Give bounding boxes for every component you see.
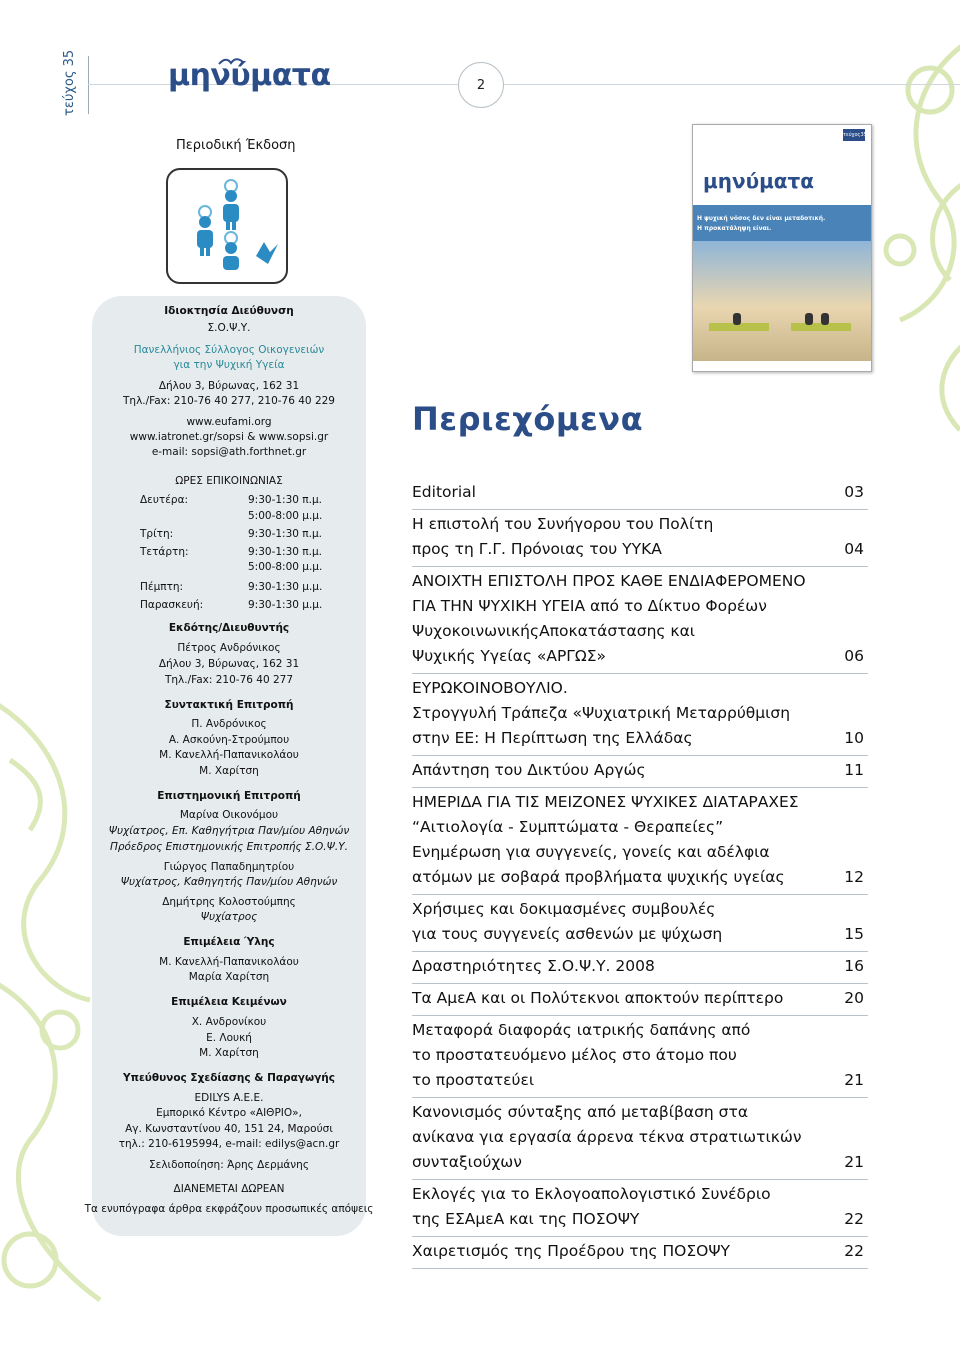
texts-member: Ε. Λουκή xyxy=(206,1032,252,1044)
toc-entry-title: της ΕΣΑμεΑ και της ΠΟΣΟΨΥ xyxy=(412,1210,640,1228)
toc-page-number: 21 xyxy=(844,1071,864,1089)
cover-photo xyxy=(693,241,871,361)
toc-entry-title: Κανονισμός σύνταξης από μεταβίβαση στα xyxy=(412,1103,749,1121)
toc-entry[interactable] xyxy=(412,984,868,1016)
editorial-member: Α. Ασκούνη-Στρούμπου xyxy=(168,734,290,746)
publisher-heading: Εκδότης/Διευθυντής xyxy=(168,622,290,634)
editorial-member: Π. Ανδρόνικος xyxy=(191,718,267,730)
hours-heading: ΩΡΕΣ ΕΠΙΚΟΙΝΩΝΙΑΣ xyxy=(175,475,283,487)
bird-icon xyxy=(218,56,244,68)
design-center: Εμπορικό Κέντρο «ΑΙΘΡΙΟ», xyxy=(156,1107,302,1119)
toc-page-number: 22 xyxy=(844,1242,864,1260)
org-abbr: Σ.Ο.Ψ.Υ. xyxy=(207,322,251,334)
toc-entry-title: προς τη Γ.Γ. Πρόνοιας του ΥΥΚΑ xyxy=(412,540,662,558)
cover-logo: μηνύματα xyxy=(703,169,815,193)
toc-page-number: 10 xyxy=(844,729,864,747)
web-link[interactable]: www.iatronet.gr/sopsi & www.sopsi.gr xyxy=(129,431,329,443)
editorial-member: Μ. Κανελλή-Παπανικολάου xyxy=(159,749,299,761)
toc-entry[interactable] xyxy=(412,952,868,984)
toc-entry-title: Η επιστολή του Συνήγορου του Πολίτη xyxy=(412,515,714,533)
toc-entry-title: συνταξιούχων xyxy=(412,1153,522,1171)
header-divider xyxy=(88,56,89,114)
contents-title: Περιεχόμενα xyxy=(412,400,644,438)
toc-page-number: 12 xyxy=(844,868,864,886)
email-link[interactable]: e-mail: sopsi@ath.forthnet.gr xyxy=(151,446,307,458)
org-name-line2: για την Ψυχική Υγεία xyxy=(173,359,285,371)
editorial-heading: Συντακτική Επιτροπή xyxy=(164,699,294,711)
toc-entry[interactable] xyxy=(412,567,868,674)
toc-page-number: 20 xyxy=(844,989,864,1007)
toc-entry-title: Ψυχικής Υγείας «ΑΡΓΩΣ» xyxy=(412,647,607,665)
web-link[interactable]: www.eufami.org xyxy=(186,416,272,428)
cover-issue-badge: τεύχος35 xyxy=(843,129,865,141)
toc-entry-title: το προστατευόμενο μέλος στο άτομο που xyxy=(412,1046,737,1064)
toc-entry[interactable] xyxy=(412,510,868,567)
header-rule-right xyxy=(490,84,960,85)
toc-entry-title: Ενημέρωση για συγγενείς, γονείς και αδέλφια xyxy=(412,843,770,861)
texts-member: Μ. Χαρίτση xyxy=(199,1047,259,1059)
disclaimer: Τα ενυπόγραφα άρθρα εκφράζουν προσωπικές απόψεις xyxy=(84,1203,374,1215)
toc-entry[interactable] xyxy=(412,1098,868,1180)
toc-entry[interactable] xyxy=(412,756,868,788)
toc-entry[interactable] xyxy=(412,478,868,510)
toc-entry[interactable] xyxy=(412,895,868,952)
publisher-phone: Τηλ./Fax: 210-76 40 277 xyxy=(164,674,294,686)
organization-logo xyxy=(166,168,288,284)
toc-entry-title: στην ΕΕ: Η Περίπτωση της Ελλάδας xyxy=(412,729,693,747)
publisher-address: Δήλου 3, Βύρωνας, 162 31 xyxy=(158,658,300,670)
toc-page-number: 06 xyxy=(844,647,864,665)
cover-thumbnail[interactable] xyxy=(692,124,872,372)
design-phone: τηλ.: 210-6195994, e-mail: edilys@acn.gr xyxy=(118,1138,340,1150)
toc-page-number: 15 xyxy=(844,925,864,943)
issue-label: τεύχος 35 xyxy=(62,49,77,116)
free-distribution: ΔΙΑΝΕΜΕΤΑΙ ΔΩΡΕΑΝ xyxy=(173,1183,285,1195)
texts-heading: Επιμέλεια Κειμένων xyxy=(171,996,287,1008)
family-icon xyxy=(168,170,286,282)
toc-page-number: 16 xyxy=(844,957,864,975)
toc-page-number: 21 xyxy=(844,1153,864,1171)
toc-entry-title: ΗΜΕΡΙΔΑ ΓΙΑ ΤΙΣ ΜΕΙΖΟΝΕΣ ΨΥΧΙΚΕΣ ΔΙΑΤΑΡΑΧΕΣ xyxy=(412,793,799,811)
toc-entry-title: “Αιτιολογία - Συμπτώματα - Θεραπείες” xyxy=(412,818,724,836)
scientific-title: Πρόεδρος Επιστημονικής Επιτροπής Σ.Ο.Ψ.Υ. xyxy=(109,841,348,853)
org-address: Δήλου 3, Βύρωνας, 162 31 xyxy=(158,380,300,392)
publisher-name: Πέτρος Ανδρόνικος xyxy=(177,642,281,654)
toc-entry-title: Απάντηση του Δικτύου Αργώς xyxy=(412,761,646,779)
toc-entry-title: Εκλογές για το Εκλογοαπολογιστικό Συνέδριο xyxy=(412,1185,771,1203)
toc-entry[interactable] xyxy=(412,1016,868,1098)
ownership-heading: Ιδιοκτησία Διεύθυνση xyxy=(164,305,294,317)
toc-entry-title: Στρογγυλή Τράπεζα «Ψυχιατρική Μεταρρύθμιση xyxy=(412,704,791,722)
design-heading: Υπεύθυνος Σχεδίασης & Παραγωγής xyxy=(123,1072,335,1084)
toc-page-number: 03 xyxy=(844,483,864,501)
org-name-line1: Πανελλήνιος Σύλλογος Οικογενειών xyxy=(133,344,325,356)
toc-entry-title: ανίκανα για εργασία άρρενα τέκνα στρατιωτικών xyxy=(412,1128,802,1146)
toc-entry-title: ΓΙΑ ΤΗΝ ΨΥΧΙΚΗ ΥΓΕΙΑ από το Δίκτυο Φορέων xyxy=(412,597,767,615)
toc-page-number: 11 xyxy=(844,761,864,779)
material-heading: Επιμέλεια Ύλης xyxy=(183,936,275,948)
toc-entry[interactable] xyxy=(412,1237,868,1269)
design-address: Αγ. Κωνσταντίνου 40, 151 24, Μαρούσι xyxy=(125,1123,333,1135)
toc-entry[interactable] xyxy=(412,674,868,756)
toc-entry-title: για τους συγγενείς ασθενών με ψύχωση xyxy=(412,925,723,943)
toc-entry-title: ΕΥΡΩΚΟΙΝΟΒΟΥΛΙΟ. xyxy=(412,679,568,697)
scientific-title: Ψυχίατρος, Επ. Καθηγήτρια Παν/μίου Αθηνών xyxy=(108,825,350,837)
toc-page-number: 04 xyxy=(844,540,864,558)
material-member: Μ. Κανελλή-Παπανικολάου xyxy=(159,956,299,968)
scientific-member: Δημήτρης Κολοστούμπης xyxy=(162,896,296,908)
toc-entry-title: ατόμων με σοβαρά προβλήματα ψυχικής υγείας xyxy=(412,868,785,886)
scientific-title: Ψυχίατρος, Καθηγητής Παν/μίου Αθηνών xyxy=(120,876,338,888)
toc-entry[interactable] xyxy=(412,788,868,895)
scientific-member: Γιώργος Παπαδημητρίου xyxy=(163,861,295,873)
toc-entry-title: ΑΝΟΙΧΤΗ ΕΠΙΣΤΟΛΗ ΠΡΟΣ ΚΑΘΕ ΕΝΔΙΑΦΕΡΟΜΕΝΟ xyxy=(412,572,806,590)
page-number: 2 xyxy=(458,62,504,108)
scientific-heading: Επιστημονική Επιτροπή xyxy=(157,790,301,802)
editorial-member: Μ. Χαρίτση xyxy=(199,765,259,777)
texts-member: Χ. Ανδρονίκου xyxy=(191,1016,267,1028)
magazine-logo: μηνύματα xyxy=(168,58,331,93)
material-member: Μαρία Χαρίτση xyxy=(188,971,270,983)
masthead-panel: Ιδιοκτησία Διεύθυνση Σ.Ο.Ψ.Υ. Πανελλήνιος Σύλλογος Οικογενειών για την Ψυχική Υγεία Δήλου 3, Βύρωνας, 162 31 Τηλ./Fax: 210-76 40 277, 210-76 40 229 www.eufami.org www.iatronet.gr/sopsi & www.sopsi.gr e-mail: sopsi@ath.forthnet.gr ΩΡΕΣ ΕΠΙΚΟΙΝΩΝΙΑΣ Δευτέρα: 9:30-1:30 π.μ. 5:00-8:00 μ.μ. Τρίτη: 9:30-1:30 π.μ. Τετάρτη: 9:30-1:30 π.μ. 5:00-8:00 μ.μ. Πέμπτη: 9:30-1:30 μ.μ. Παρασκευή: 9:30-1:30 μ.μ. Εκδότης/Διευθυντής Πέτρος Ανδρόνικος Δήλου 3, Βύρωνας, 162 31 Τηλ./Fax: 210-76 40 277 Συντακτική Επιτροπή Π. Ανδρόνικος Α. Ασκούνη-Στρούμπου Μ. Κανελλή-Παπανικολάου Μ. Χαρίτση Επιστημονική Επιτροπή Μαρίνα Οικονόμου Ψυχίατρος, Επ. Καθηγήτρια Παν/μίου Αθηνών Πρόεδρος Επιστημονικής Επιτροπής Σ.Ο.Ψ.Υ. Γιώργος Παπαδημητρίου Ψυχίατρος, Καθηγητής Παν/μίου Αθηνών Δημήτρης Κολοστούμπης Ψυχίατρος Επιμέλεια Ύλης Μ. Κανελλή-Παπανικολάου Μαρία Χαρίτση Επιμέλεια Κειμένων Χ. Ανδρονίκου Ε. Λουκή Μ. Χαρίτση Υπεύθυνος Σχεδίασης & Παραγωγής EDILYS A.E.E. Εμπορικό Κέντρο «ΑΙΘΡΙΟ», Αγ. Κωνσταντίνου 40, 151 24, Μαρούσι τηλ.: 210-6195994, e-mail: edilys@acn.gr Σελιδοποίηση: Άρης Δερμάνης ΔΙΑΝΕΜΕΤΑΙ ΔΩΡΕΑΝ Τα ενυπόγραφα άρθρα εκφράζουν προσωπικές απόψεις xyxy=(92,296,366,1236)
design-company: EDILYS A.E.E. xyxy=(194,1092,264,1104)
toc-entry-title: το προστατεύει xyxy=(412,1071,535,1089)
table-of-contents xyxy=(412,478,868,1269)
scientific-title: Ψυχίατρος xyxy=(200,911,258,923)
toc-entry[interactable] xyxy=(412,1180,868,1237)
publication-type: Περιοδική Έκδοση xyxy=(176,138,296,153)
toc-entry-title: Μεταφορά διαφοράς ιατρικής δαπάνης από xyxy=(412,1021,751,1039)
toc-entry-title: Τα ΑμεΑ και οι Πολύτεκνοι αποκτούν περίπτερο xyxy=(412,989,784,1007)
cover-banner: Η ψυχική νόσος δεν είναι μεταδοτική. Η προκατάληψη είναι. xyxy=(693,205,871,241)
toc-entry-title: Editorial xyxy=(412,483,476,501)
org-phone: Τηλ./Fax: 210-76 40 277, 210-76 40 229 xyxy=(123,395,335,407)
toc-entry-title: Χρήσιμες και δοκιμασμένες συμβουλές xyxy=(412,900,716,918)
toc-entry-title: Χαιρετισμός της Προέδρου της ΠΟΣΟΨΥ xyxy=(412,1242,730,1260)
toc-entry-title: ΨυχοκοινωνικήςΑποκατάστασης και xyxy=(412,622,696,640)
toc-entry-title: Δραστηριότητες Σ.Ο.Ψ.Υ. 2008 xyxy=(412,957,655,975)
layout-credit: Σελιδοποίηση: Άρης Δερμάνης xyxy=(149,1159,309,1171)
scientific-member: Μαρίνα Οικονόμου xyxy=(179,809,279,821)
toc-page-number: 22 xyxy=(844,1210,864,1228)
